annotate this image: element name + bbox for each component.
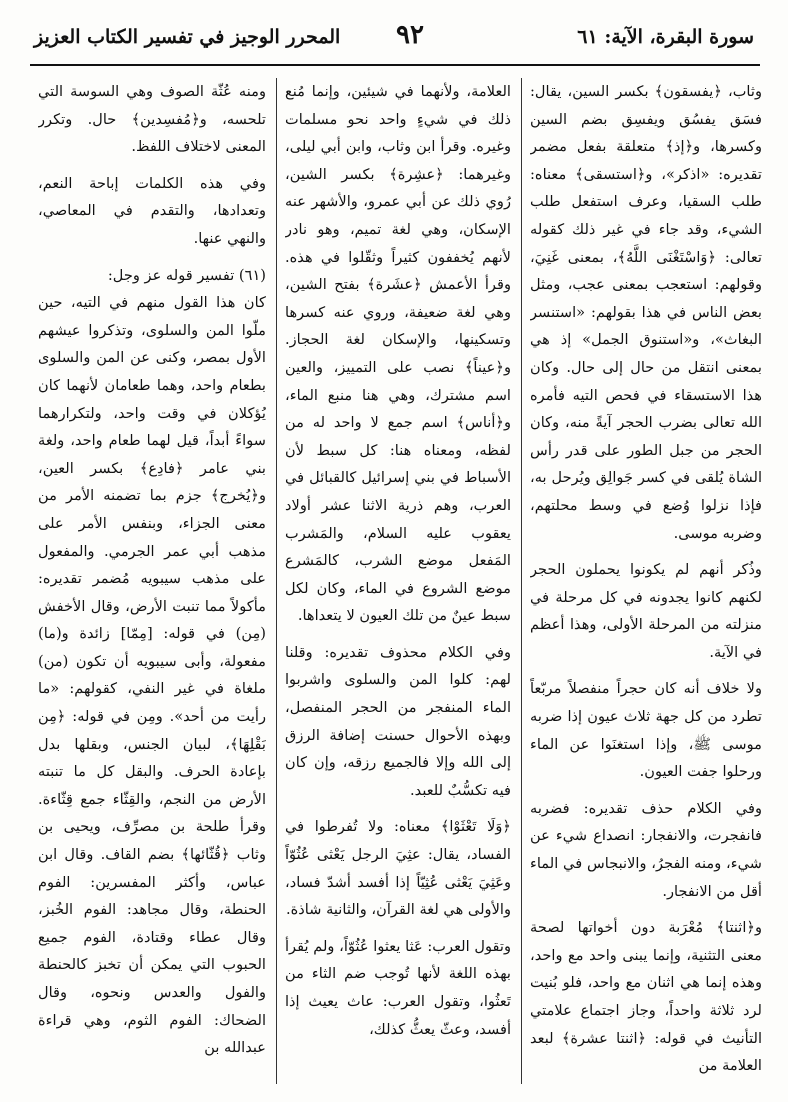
column-divider: [521, 78, 522, 1084]
paragraph: و﴿اثنتا﴾ مُعْرَبة دون أخواتها لصحة معنى التثنية، وإنما يبنى واحد مع واحد، وهذه إنما هي اثنان مع واحد، فلو بُنيت لرد ثلاثة واحداً، وجاز اجتماع علامتي التأنيث في قوله: ﴿اثنتا عشرة﴾ لبعد العلامة من: [530, 919, 762, 1075]
paragraph: ﴿وَلَا تَعْثَوْا﴾ معناه: ولا تُفرطوا في الفساد، يقال: عثِيَ الرجل يَعْثى عُثُوّاً وعَثِيَ يَعْثى عُثِيّاً إذا أفسد أشدّ فساد، والأولى هي لغة القرآن، والثانية شاذة.: [285, 818, 511, 919]
book-title: المحرر الوجيز في تفسير الكتاب العزيز: [34, 26, 341, 48]
page-number: ٩٢: [396, 20, 424, 50]
paragraph: كان هذا القول منهم في التيه، حين ملّوا المن والسلوى، وتذكروا عيشهم الأول بمصر، وكنى عن المن والسلوى بطعام واحد، وهما طعامان لأنهما كان يُؤكلان في وقت واحد، ولتكرارهما سواءً أبداً، قيل لهما طعام واحد، ولغة بني عامر ﴿فادِع﴾ بكسر العين، و﴿يُخرج﴾ جزم بما تضمنه الأمر من معنى الجزاء، وبنفس الأمر على مذهب أبي عمر الجرمي. والمفعول على مذهب سيبويه مُضمر تقديره: مأكولاً مما تنبت الأرض، وقال الأخفش (مِن) في قوله: [مِمّا] زائدة و(ما) مفعولة، وأبى سيبويه أن تكون (من) ملغاة في غير النفي، كقولهم: «ما رأيت من أحد». ومِن في قوله: ﴿مِن بَقْلِهَا﴾، لبيان الجنس، وبقلها بدل بإعادة الحرف. والبقل كل ما تنبته الأرض من النجم، والقِثّاء جمع قِثّاءة. وقرأ طلحة بن مصرِّف، ويحيى بن وثاب ﴿قُثّائها﴾ بضم القاف. وقال ابن عباس، وأكثر المفسرين: الفوم الحنطة، وقال مجاهد: الفوم الخُبز، وقال عطاء وقتادة، الفوم جميع الحبوب التي يمكن أن تخبز كالحنطة والفول والعدس ونحوه، وقال الضحاك: الفوم الثوم، وهي قراءة عبدالله بن: [38, 294, 266, 1057]
paragraph: وفي هذه الكلمات إباحة النعم، وتعدادها، والتقدم في المعاصي، والنهي عنها.: [38, 174, 266, 247]
paragraph: وفي الكلام حذف تقديره: فضربه فانفجرت، والانفجار: انصداع شيء عن شيء، ومنه الفجرُ، والانبجاس في الماء أقل من الانفجار.: [530, 799, 762, 900]
column-divider: [276, 78, 277, 1084]
text-column-middle: [285, 78, 511, 1088]
text-column-left: [38, 78, 266, 1088]
surah-verse-label: سورة البقرة، الآية: ٦١: [577, 26, 754, 48]
paragraph: وفي الكلام محذوف تقديره: وقلنا لهم: كلوا المن والسلوى واشربوا الماء المنفجر من الحجر المنفصل، وبهذه الأحوال حسنت إضافة الرزق إلى الله وإلا فالجميع رزقه، وإن كان فيه تكسُّبٌ للعبد.: [285, 643, 511, 799]
verse-heading: (٦١) تفسير قوله عز وجل:: [107, 266, 266, 284]
paragraph: وتقول العرب: عَثا يعثوا عُثُوّاً، ولم يُقرأ بهذه اللغة لأنها تُوجب ضم الثاء من تَعثُوا، وتقول العرب: عاث يعيث إذا أفسد، وعثّ يعثُّ كذلك،: [285, 937, 511, 1038]
paragraph: وذُكر أنهم لم يكونوا يحملون الحجر لكنهم كانوا يجدونه في كل مرحلة في منزلته من المرحلة الأولى، وهذا أعظم في الآية.: [530, 561, 762, 661]
paragraph: ولا خلاف أنه كان حجراً منفصلاً مربّعاً تطرد من كل جهة ثلاث عيون إذا ضربه موسى ﷺ، وإذا استغنَوا عن الماء ورحلوا جفت العيون.: [530, 680, 762, 781]
paragraph: العلامة، ولأنهما في شيئين، وإنما مُنع ذلك في شيءٍ واحد نحو مسلمات وغيره. وقرأ ابن وثاب، وابن أبي ليلى، وغيرهما: ﴿عشِرة﴾ بكسر الشين، رُوي ذلك عن أبي عمرو، والأشهر عنه الإسكان، وهي لغة تميم، وهو نادر لأنهم يُخففون كثيراً وثقّلوا في هذه. وقرأ الأعمش ﴿عشَرة﴾ بفتح الشين، وهي لغة ضعيفة، وروي عنه كسرها وتسكينها، والإسكان لغة الحجاز. و﴿عيناً﴾ نصب على التمييز، والعين اسم مشترك، وهي هنا منبع الماء، و﴿أناس﴾ اسم جمع لا واحد له من لفظه، ومعناه هنا: كل سبط لأن الأسباط في بني إسرائيل كالقبائل في العرب، وهم ذرية الاثنا عشر أولاد يعقوب عليه السلام، والمَشرب المَفعل موضع الشرب، كالمَشرع موضع الشروع في الماء، وكان لكل سبط عينٌ من تلك العيون لا يتعداها.: [285, 83, 511, 625]
paragraph: وثاب، ﴿يفسقون﴾ بكسر السين، يقال: فسَق يفسُق ويفسِق بضم السين وكسرها، و﴿إذ﴾ متعلقة بفعل مضمر تقديره: «اذكر»، و﴿استسقى﴾ معناه: طلب السقيا، وعرف استفعل طلب الشيء، وقد جاء في غير ذلك كقوله تعالى: ﴿وَاسْتَغْنَى اللَّهُ﴾، بمعنى غَنِيَ، وقولهم: استعجب بمعنى عجب، ومثل بعض الناس في هذا بقولهم: «استنسر البغاث»، و«استنوق الجمل» إذ هي بمعنى انتقل من حال إلى حال. وكان هذا الاستسقاء في فحص التيه فأمره الله تعالى بضرب الحجر آيةً منه، وكان الحجر من جبل الطور على قدر رأس الشاة يُلقى في كسر جَوالِق ويُرحل به، فإذا نزلوا وُضع في وسط محلتهم، وضربه موسى.: [530, 83, 762, 542]
text-column-right: [530, 78, 762, 1088]
page-header: [30, 14, 760, 66]
paragraph: ومنه عُثّة الصوف وهي السوسة التي تلحسه، و﴿مُفسِدين﴾ حال. وتكرر المعنى لاختلاف اللفظ.: [38, 83, 266, 156]
